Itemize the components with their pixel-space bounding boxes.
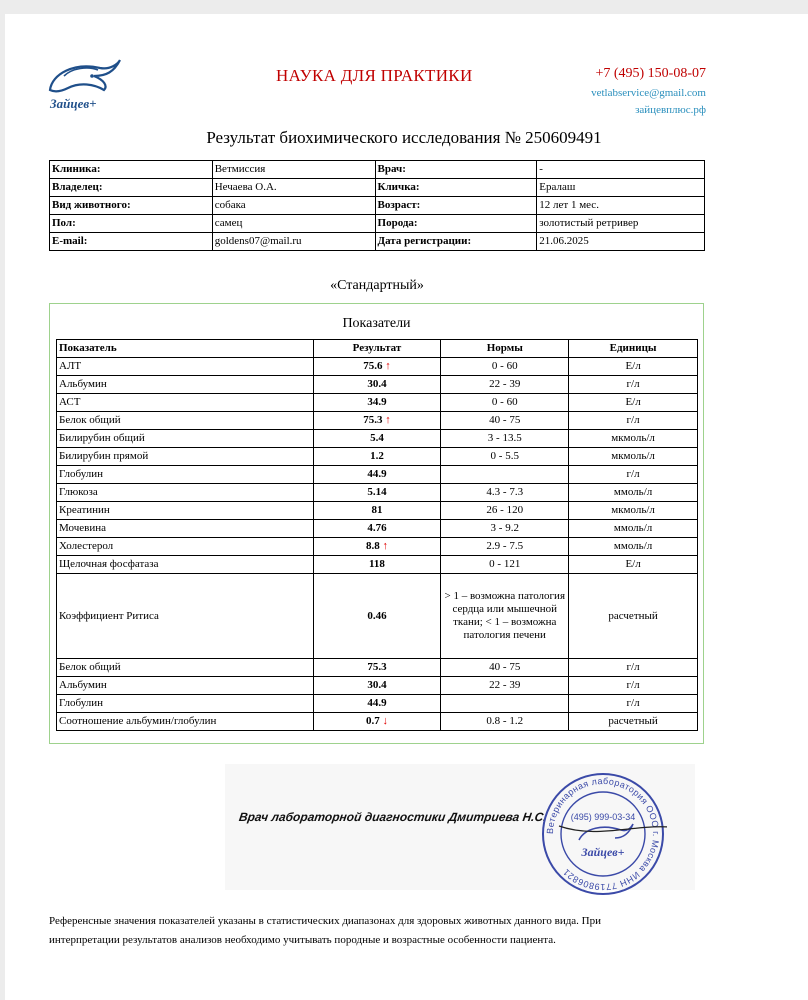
cell-name: Белок общий xyxy=(57,659,314,677)
result-value: 118 xyxy=(368,558,385,570)
cell-norm: > 1 – возможна патология сердца или мышечной ткани; < 1 – возможна патология печени xyxy=(441,574,569,659)
contact-phone[interactable]: +7 (495) 150-08-07 xyxy=(595,66,706,81)
table-row xyxy=(57,448,698,466)
info-label: Дата регистрации: xyxy=(375,233,537,251)
info-row xyxy=(50,179,705,197)
contact-email[interactable]: vetlabservice@gmail.com xyxy=(591,87,706,99)
cell-result xyxy=(313,677,441,695)
stamp-phone: (495) 999-03-34 xyxy=(570,812,636,822)
cell-norm: 40 - 75 xyxy=(441,659,569,677)
table-row xyxy=(57,484,698,502)
contact-site[interactable]: зайцевплюс.рф xyxy=(635,104,706,116)
table-row xyxy=(57,394,698,412)
col-header-result: Результат xyxy=(313,340,441,358)
result-value: 0.46 xyxy=(367,609,387,622)
info-label: Порода: xyxy=(375,215,537,233)
table-row xyxy=(57,574,698,659)
result-value: 44.9 xyxy=(367,468,387,480)
cell-name: Альбумин xyxy=(57,677,314,695)
cell-name: Глобулин xyxy=(57,695,314,713)
col-header-unit: Единицы xyxy=(569,340,698,358)
cell-unit: ммоль/л xyxy=(569,484,698,502)
cell-unit: мкмоль/л xyxy=(569,430,698,448)
info-label: Владелец: xyxy=(50,179,213,197)
cell-name: Щелочная фосфатаза xyxy=(57,556,314,574)
info-row xyxy=(50,233,705,251)
table-row xyxy=(57,412,698,430)
cell-result xyxy=(313,466,441,484)
cell-unit: ммоль/л xyxy=(569,538,698,556)
table-row xyxy=(57,556,698,574)
cell-result xyxy=(313,394,441,412)
cell-result xyxy=(313,574,441,659)
cell-norm: 22 - 39 xyxy=(441,677,569,695)
results-header-row xyxy=(57,340,698,358)
cell-result xyxy=(313,448,441,466)
table-row xyxy=(57,502,698,520)
arrow-up-icon: ↑ xyxy=(382,540,388,552)
cell-unit: г/л xyxy=(569,412,698,430)
report-title: Результат биохимического исследования № 250609491 xyxy=(206,128,602,147)
info-value-species: собака xyxy=(212,197,375,215)
cell-name: Креатинин xyxy=(57,502,314,520)
results-panel xyxy=(49,303,704,744)
cell-norm: 0 - 121 xyxy=(441,556,569,574)
info-label: Клиника: xyxy=(50,161,213,179)
patient-info-table xyxy=(49,160,705,251)
cell-unit: мкмоль/л xyxy=(569,502,698,520)
info-label: Кличка: xyxy=(375,179,537,197)
cell-unit: Е/л xyxy=(569,394,698,412)
cell-unit: г/л xyxy=(569,376,698,394)
arrow-up-icon: ↑ xyxy=(385,360,391,372)
cell-name: Соотношение альбумин/глобулин xyxy=(57,713,314,731)
table-row xyxy=(57,659,698,677)
col-header-name: Показатель xyxy=(57,340,314,358)
cell-unit: Е/л xyxy=(569,556,698,574)
info-label: Вид животного: xyxy=(50,197,213,215)
cell-unit: ммоль/л xyxy=(569,520,698,538)
cell-unit: г/л xyxy=(569,695,698,713)
result-value: 75.3 xyxy=(363,414,383,426)
info-value-age: 12 лет 1 мес. xyxy=(537,197,705,215)
cell-norm: 2.9 - 7.5 xyxy=(441,538,569,556)
cell-name: АЛТ xyxy=(57,358,314,376)
cell-name: Глобулин xyxy=(57,466,314,484)
cell-unit: г/л xyxy=(569,466,698,484)
stamp-center-text: Зайцев+ xyxy=(581,845,625,859)
result-value: 30.4 xyxy=(367,679,387,691)
info-label: Возраст: xyxy=(375,197,537,215)
panel-name: «Стандартный» xyxy=(330,278,424,293)
cell-result xyxy=(313,376,441,394)
cell-norm: 3 - 13.5 xyxy=(441,430,569,448)
result-value: 0.7 xyxy=(365,715,380,727)
cell-norm: 4.3 - 7.3 xyxy=(441,484,569,502)
cell-name: Глюкоза xyxy=(57,484,314,502)
result-value: 8.8 xyxy=(365,540,380,552)
cell-name: Холестерол xyxy=(57,538,314,556)
cell-result xyxy=(313,713,441,731)
cell-norm: 22 - 39 xyxy=(441,376,569,394)
cell-norm: 3 - 9.2 xyxy=(441,520,569,538)
cell-unit: Е/л xyxy=(569,358,698,376)
info-value-doctor: - xyxy=(537,161,705,179)
cell-name: Билирубин общий xyxy=(57,430,314,448)
table-row xyxy=(57,677,698,695)
cell-name: Билирубин прямой xyxy=(57,448,314,466)
info-label: E-mail: xyxy=(50,233,213,251)
table-row xyxy=(57,376,698,394)
cell-result xyxy=(313,538,441,556)
cell-result xyxy=(313,556,441,574)
cell-norm: 40 - 75 xyxy=(441,412,569,430)
table-row xyxy=(57,695,698,713)
cell-result xyxy=(313,358,441,376)
cell-result xyxy=(313,502,441,520)
table-row xyxy=(57,358,698,376)
info-value-regdate: 21.06.2025 xyxy=(537,233,705,251)
table-row xyxy=(57,430,698,448)
info-value-clinic: Ветмиссия xyxy=(212,161,375,179)
table-row xyxy=(57,538,698,556)
cell-norm: 0 - 60 xyxy=(441,394,569,412)
info-row xyxy=(50,161,705,179)
cell-name: АСТ xyxy=(57,394,314,412)
table-row xyxy=(57,520,698,538)
cell-norm: 0 - 5.5 xyxy=(441,448,569,466)
info-value-sex: самец xyxy=(212,215,375,233)
result-value: 30.4 xyxy=(367,378,387,390)
arrow-up-icon: ↑ xyxy=(385,414,391,426)
result-value: 75.6 xyxy=(363,360,383,372)
cell-norm: 0 - 60 xyxy=(441,358,569,376)
cell-result xyxy=(313,412,441,430)
signature-block xyxy=(225,764,695,893)
info-value-owner: Нечаева О.А. xyxy=(212,179,375,197)
cell-norm xyxy=(441,695,569,713)
brand-title: НАУКА ДЛЯ ПРАКТИКИ xyxy=(276,66,473,85)
result-value: 81 xyxy=(371,504,383,516)
cell-name: Альбумин xyxy=(57,376,314,394)
result-value: 4.76 xyxy=(367,522,387,534)
cell-result xyxy=(313,484,441,502)
footer-note: Референсные значения показателей указаны в статистических диапазонах для здоровых животных данного вида. При интерпретации результатов анализов необходимо учитывать породные и возрастные особенности пациента. xyxy=(49,915,602,946)
info-value-email[interactable]: goldens07@mail.ru xyxy=(212,233,375,251)
info-row xyxy=(50,197,705,215)
cell-norm: 0.8 - 1.2 xyxy=(441,713,569,731)
result-value: 75.3 xyxy=(367,661,387,673)
signature-text: Врач лабораторной диагностики Дмитриева Н.С. xyxy=(238,810,548,824)
zaitsev-logo xyxy=(44,54,122,114)
result-value: 34.9 xyxy=(367,396,387,408)
cell-unit: г/л xyxy=(569,659,698,677)
result-value: 44.9 xyxy=(367,697,387,709)
info-label: Пол: xyxy=(50,215,213,233)
cell-unit: г/л xyxy=(569,677,698,695)
cell-name: Коэффициент Ритиса xyxy=(57,574,314,659)
info-row xyxy=(50,215,705,233)
cell-unit: расчетный xyxy=(569,713,698,731)
logo-text: Зайцев+ xyxy=(50,96,97,111)
info-label: Врач: xyxy=(375,161,537,179)
result-value: 5.14 xyxy=(367,486,387,498)
cell-name: Белок общий xyxy=(57,412,314,430)
stamp-ring-text: Ветеринарная лаборатория ООО г. Москва ИНН 7719806821 xyxy=(544,775,662,893)
col-header-norm: Нормы xyxy=(441,340,569,358)
cell-unit: мкмоль/л xyxy=(569,448,698,466)
cell-result xyxy=(313,520,441,538)
info-value-nickname: Ералаш xyxy=(537,179,705,197)
cell-norm xyxy=(441,466,569,484)
cell-result xyxy=(313,659,441,677)
table-row xyxy=(57,713,698,731)
cell-result xyxy=(313,695,441,713)
table-row xyxy=(57,466,698,484)
lab-stamp xyxy=(539,770,667,898)
result-value: 5.4 xyxy=(370,432,384,444)
cell-unit: расчетный xyxy=(569,574,698,659)
arrow-down-icon: ↓ xyxy=(382,715,388,727)
cell-norm: 26 - 120 xyxy=(441,502,569,520)
panel-heading: Показатели xyxy=(342,316,411,331)
cell-result xyxy=(313,430,441,448)
info-value-breed: золотистый ретривер xyxy=(537,215,705,233)
result-value: 1.2 xyxy=(370,450,384,462)
cell-name: Мочевина xyxy=(57,520,314,538)
results-table xyxy=(56,339,698,731)
svg-text:Ветеринарная лаборатория ООО г xyxy=(545,776,661,892)
